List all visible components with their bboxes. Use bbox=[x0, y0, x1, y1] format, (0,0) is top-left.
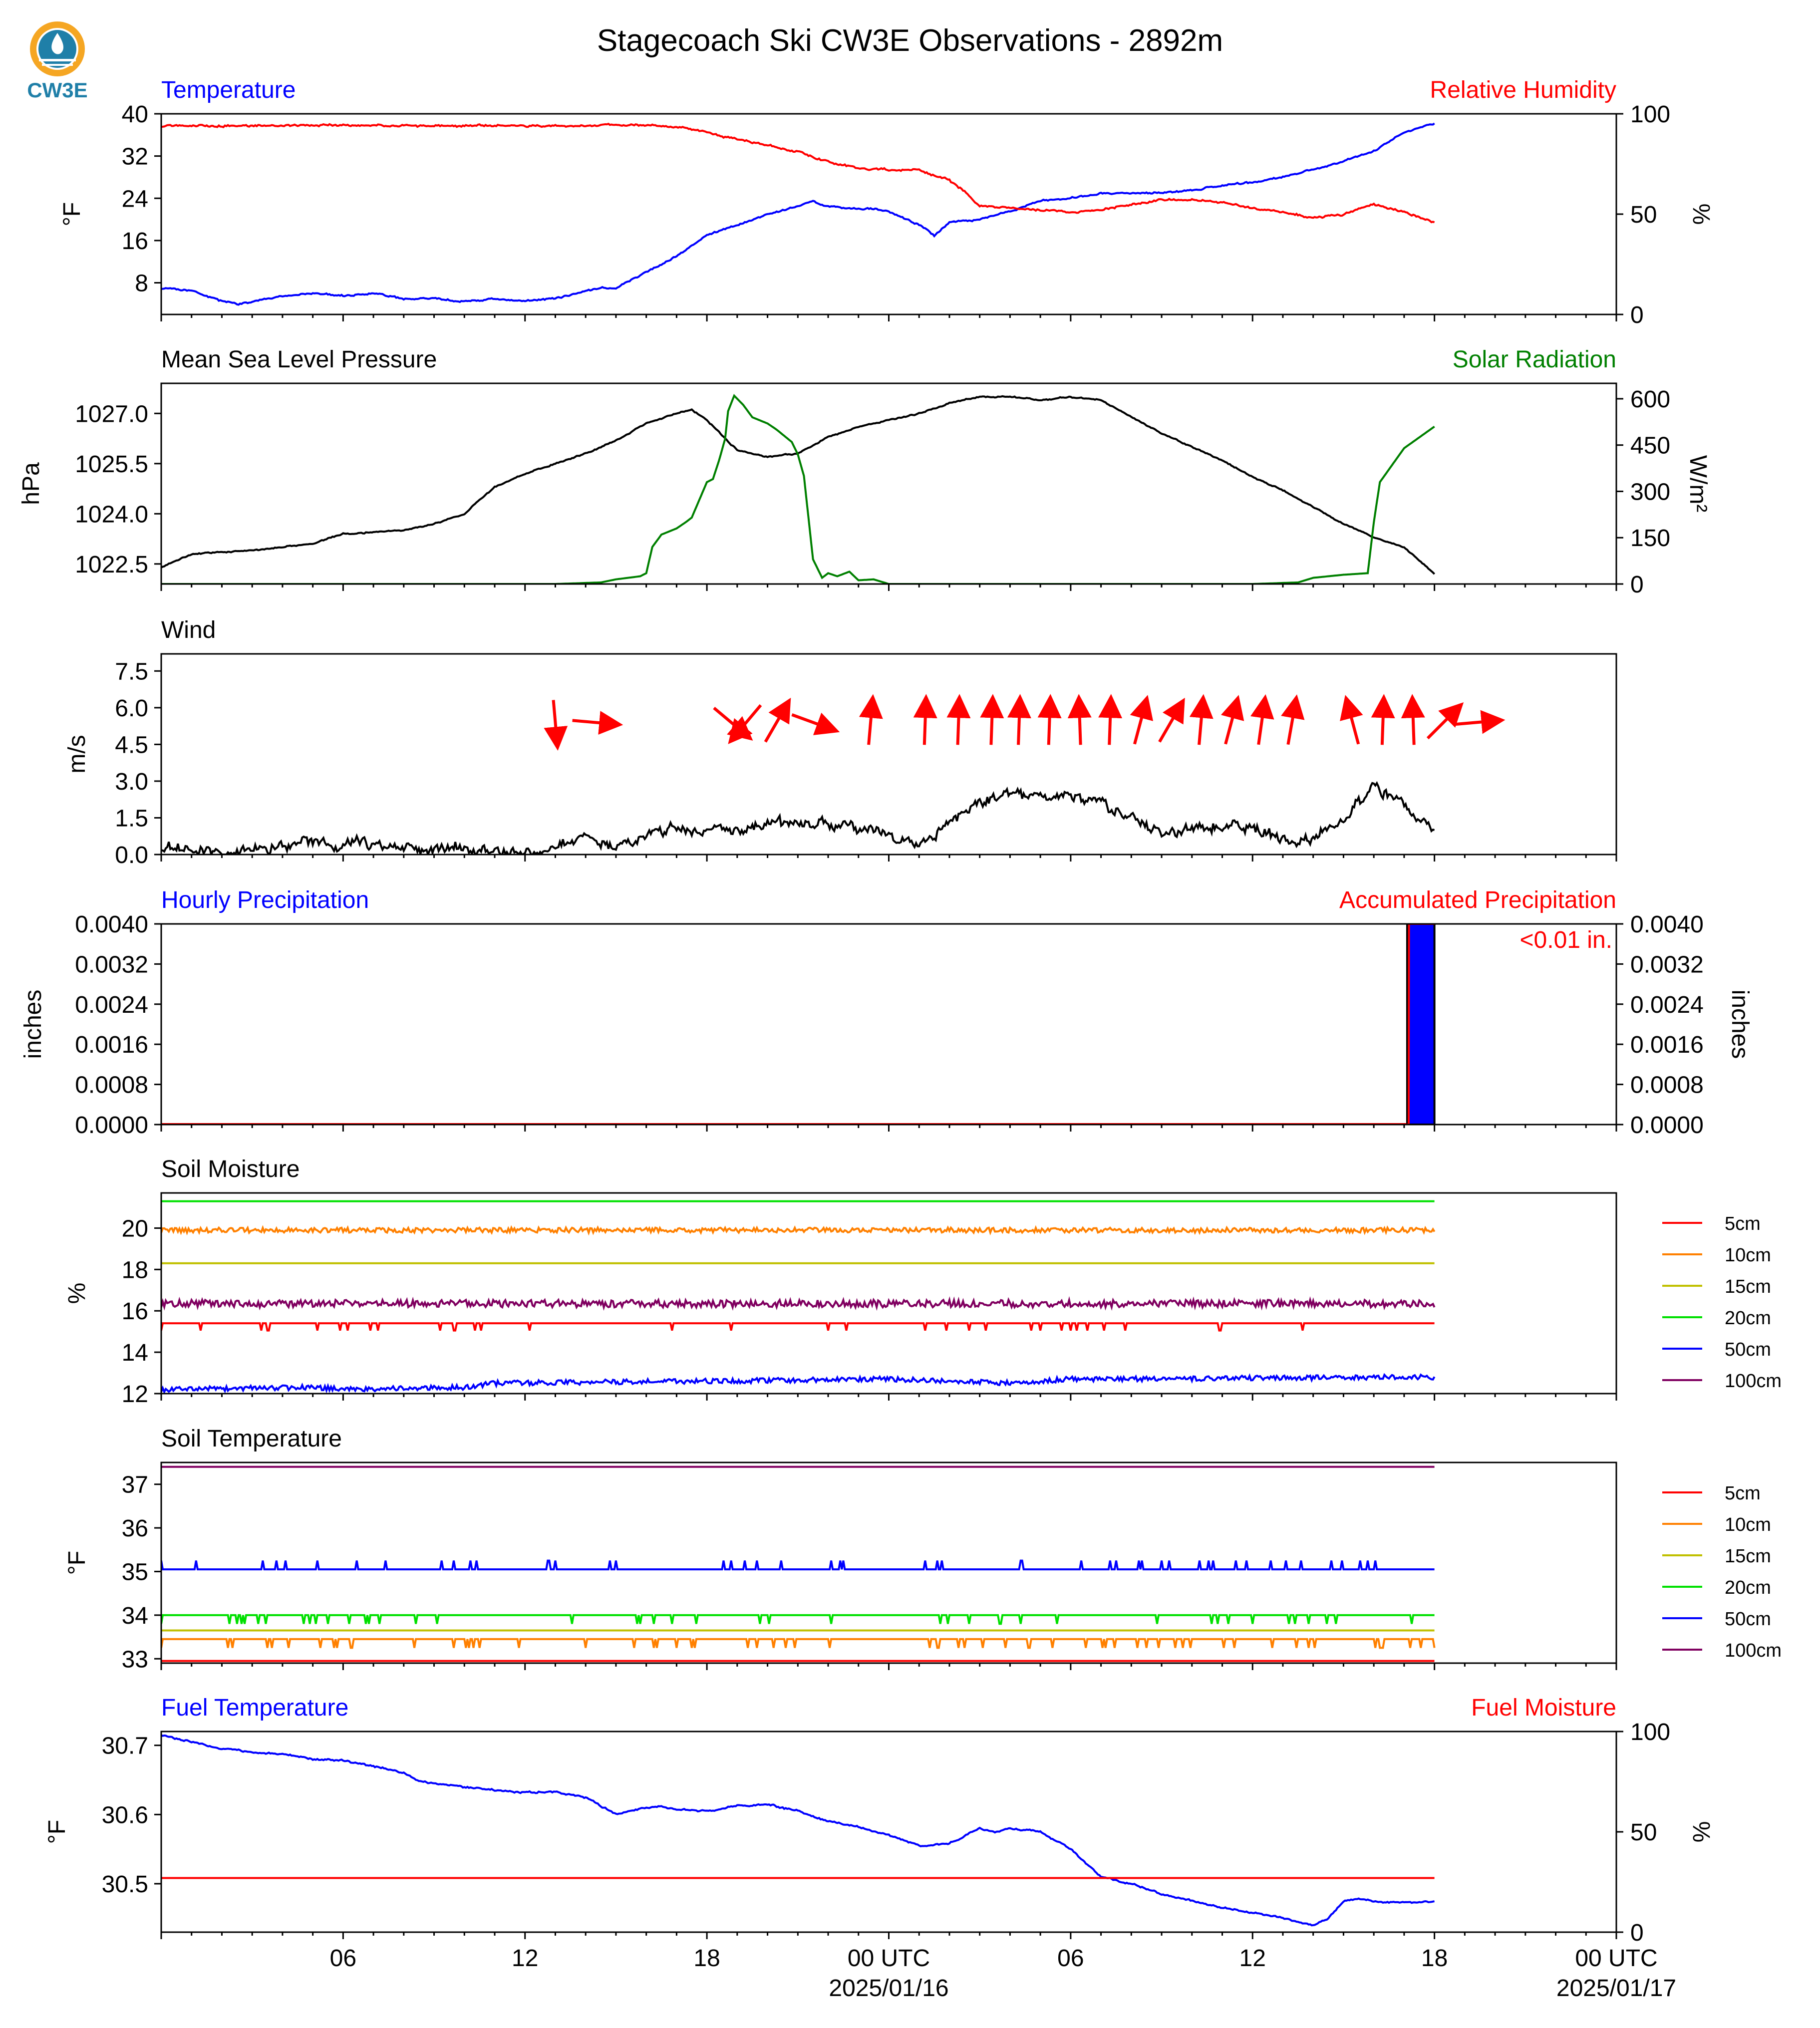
panel-title-left: Temperature bbox=[161, 77, 296, 103]
y2-tick-label: 300 bbox=[1630, 479, 1671, 506]
panel-pressure bbox=[18, 346, 1711, 598]
y-tick-label: 30.6 bbox=[101, 1802, 148, 1829]
logo-text: CW3E bbox=[27, 78, 88, 102]
y-tick-label: 0.0024 bbox=[75, 991, 148, 1018]
series-line-5cm bbox=[161, 1323, 1435, 1331]
wind-arrow bbox=[1079, 700, 1081, 745]
panel-title-left: Wind bbox=[161, 617, 216, 643]
y2-tick-label: 100 bbox=[1630, 1719, 1671, 1745]
x-tick-label: 12 bbox=[1239, 1945, 1266, 1972]
wind-arrow bbox=[1160, 703, 1182, 742]
x-tick-label: 06 bbox=[329, 1945, 357, 1972]
y2-tick-label: 600 bbox=[1630, 386, 1671, 413]
y2-tick-label: 0.0040 bbox=[1630, 911, 1704, 938]
y-tick-label: 1025.5 bbox=[75, 451, 148, 478]
y2-tick-label: 50 bbox=[1630, 202, 1657, 228]
y2-tick-label: 0.0008 bbox=[1630, 1072, 1704, 1099]
x-tick-label: 18 bbox=[693, 1945, 720, 1972]
y-tick-label: 1.5 bbox=[115, 805, 148, 832]
wind-arrow bbox=[1225, 701, 1237, 744]
series-line-50cm bbox=[161, 1561, 1435, 1570]
y-axis-label: inches bbox=[20, 989, 46, 1059]
y-axis-label: °F bbox=[64, 1550, 90, 1575]
y-tick-label: 1024.0 bbox=[75, 501, 148, 528]
y-tick-label: 7.5 bbox=[115, 658, 148, 685]
wind-arrow bbox=[869, 700, 873, 745]
x-tick-label: 18 bbox=[1421, 1945, 1448, 1972]
legend-label: 20cm bbox=[1725, 1577, 1771, 1598]
y2-tick-label: 0 bbox=[1630, 302, 1644, 328]
panel-title-right: Fuel Moisture bbox=[1471, 1695, 1616, 1721]
y-axis-label: hPa bbox=[18, 462, 44, 505]
axes-frame bbox=[161, 924, 1616, 1125]
panel-temp bbox=[59, 77, 1714, 328]
wind-arrow bbox=[1288, 700, 1296, 745]
wind-arrow bbox=[1109, 700, 1111, 745]
plot-area bbox=[161, 1467, 1435, 1661]
y-tick-label: 3.0 bbox=[115, 768, 148, 795]
wind-arrow bbox=[1382, 700, 1384, 745]
series-line-10cm bbox=[161, 1639, 1435, 1648]
wind-arrow bbox=[792, 715, 834, 730]
y-tick-label: 4.5 bbox=[115, 732, 148, 759]
y-axis-label: °F bbox=[59, 202, 85, 227]
y-tick-label: 6.0 bbox=[115, 695, 148, 722]
wind-arrow bbox=[1199, 700, 1203, 745]
y-tick-label: 14 bbox=[121, 1340, 148, 1367]
legend bbox=[1662, 1483, 1782, 1661]
axes-frame bbox=[161, 1193, 1616, 1394]
legend-label: 50cm bbox=[1725, 1609, 1771, 1630]
legend-label: 100cm bbox=[1725, 1640, 1782, 1661]
y-axis-label: °F bbox=[44, 1819, 70, 1844]
axes-frame bbox=[161, 1462, 1616, 1663]
y-tick-label: 1022.5 bbox=[75, 551, 148, 578]
y-tick-label: 20 bbox=[121, 1215, 148, 1242]
wind-arrow bbox=[1018, 700, 1020, 745]
legend-label: 5cm bbox=[1725, 1483, 1761, 1504]
axes-frame bbox=[161, 114, 1616, 314]
wind-arrow bbox=[1413, 700, 1414, 745]
panel-soil_moisture bbox=[64, 1156, 1782, 1408]
panel-title-left: Soil Temperature bbox=[161, 1426, 342, 1452]
y2-axis-label: % bbox=[1688, 203, 1714, 225]
y-tick-label: 16 bbox=[121, 228, 148, 255]
plot-area bbox=[161, 123, 1435, 304]
wind-arrow bbox=[573, 720, 617, 724]
axes-frame bbox=[161, 654, 1616, 855]
series-line-20cm bbox=[161, 1615, 1435, 1624]
y2-tick-label: 0.0032 bbox=[1630, 951, 1704, 978]
y-tick-label: 0.0016 bbox=[75, 1032, 148, 1059]
x-tick-label: 00 UTC bbox=[1575, 1945, 1658, 1972]
legend-label: 20cm bbox=[1725, 1308, 1771, 1329]
panel-title-left: Soil Moisture bbox=[161, 1156, 300, 1182]
plot-area bbox=[161, 783, 1435, 855]
plot-area bbox=[161, 1735, 1435, 1925]
y-tick-label: 37 bbox=[121, 1471, 148, 1498]
plot-area bbox=[161, 396, 1435, 584]
panel-title-right: Solar Radiation bbox=[1452, 346, 1616, 373]
y-tick-label: 34 bbox=[121, 1602, 148, 1629]
panel-soil_temp bbox=[64, 1426, 1782, 1673]
series-line-solar-radiation bbox=[161, 396, 1435, 584]
panel-precip bbox=[20, 887, 1753, 1139]
series-line-50cm bbox=[161, 1375, 1435, 1392]
y2-tick-label: 450 bbox=[1630, 432, 1671, 459]
precip-bar bbox=[1407, 924, 1435, 1125]
y2-axis-label: % bbox=[1688, 1821, 1714, 1843]
panel-title-left: Fuel Temperature bbox=[161, 1695, 349, 1721]
plot-area bbox=[161, 1201, 1435, 1392]
plot-area bbox=[161, 924, 1435, 1125]
panel-title-left: Mean Sea Level Pressure bbox=[161, 346, 437, 373]
wind-arrow bbox=[924, 700, 926, 745]
y-tick-label: 0.0032 bbox=[75, 951, 148, 978]
y-tick-label: 1027.0 bbox=[75, 401, 148, 428]
cw3e-logo bbox=[27, 21, 87, 102]
x-tick-label: 00 UTC bbox=[847, 1945, 930, 1972]
wind-arrow bbox=[1135, 701, 1146, 744]
panels bbox=[18, 77, 1782, 2002]
y2-tick-label: 100 bbox=[1630, 101, 1671, 128]
wind-arrow bbox=[1347, 701, 1358, 744]
wind-arrow bbox=[714, 708, 748, 737]
y-tick-label: 8 bbox=[135, 270, 148, 297]
legend-label: 10cm bbox=[1725, 1514, 1771, 1535]
wind-arrow bbox=[1049, 700, 1050, 745]
y2-tick-label: 50 bbox=[1630, 1819, 1657, 1846]
y2-tick-label: 0.0024 bbox=[1630, 991, 1704, 1018]
panel-title-left: Hourly Precipitation bbox=[161, 887, 369, 913]
y-tick-label: 30.5 bbox=[101, 1871, 148, 1898]
y-tick-label: 40 bbox=[121, 101, 148, 128]
panel-fuel bbox=[44, 1695, 1714, 2002]
legend-label: 10cm bbox=[1725, 1245, 1771, 1266]
wind-arrow bbox=[1258, 700, 1265, 745]
panel-wind bbox=[64, 617, 1616, 869]
panel-title-right: Accumulated Precipitation bbox=[1339, 887, 1616, 913]
wind-arrow bbox=[958, 700, 959, 745]
y-tick-label: 0.0 bbox=[115, 842, 148, 869]
y-tick-label: 24 bbox=[121, 186, 148, 213]
axes-frame bbox=[161, 383, 1616, 584]
legend-label: 15cm bbox=[1725, 1546, 1771, 1567]
precip-annotation: <0.01 in. bbox=[1519, 927, 1612, 953]
y-tick-label: 0.0008 bbox=[75, 1072, 148, 1099]
series-line-mean-sea-level-pressure bbox=[161, 396, 1435, 574]
series-line-fuel-temperature bbox=[161, 1735, 1435, 1925]
series-line-100cm bbox=[161, 1300, 1435, 1307]
y-tick-label: 32 bbox=[121, 143, 148, 170]
x-tick-label: 12 bbox=[512, 1945, 539, 1972]
x-date-label: 2025/01/16 bbox=[829, 1975, 949, 2002]
wind-arrow bbox=[554, 700, 558, 745]
legend-label: 5cm bbox=[1725, 1213, 1761, 1234]
series-line-accumulated-precipitation bbox=[161, 924, 1435, 1125]
y2-tick-label: 0.0016 bbox=[1630, 1032, 1704, 1059]
y-tick-label: 33 bbox=[121, 1646, 148, 1673]
legend-label: 15cm bbox=[1725, 1276, 1771, 1297]
series-line-wind-speed bbox=[161, 783, 1435, 855]
chart-title: Stagecoach Ski CW3E Observations - 2892m bbox=[597, 23, 1223, 58]
x-date-label: 2025/01/17 bbox=[1556, 1975, 1677, 2002]
y2-tick-label: 150 bbox=[1630, 525, 1671, 552]
y-axis-label: % bbox=[64, 1282, 90, 1304]
legend bbox=[1662, 1213, 1782, 1392]
y2-axis-label: W/m² bbox=[1685, 455, 1711, 513]
panel-title-right: Relative Humidity bbox=[1430, 77, 1616, 103]
y-tick-label: 0.0000 bbox=[75, 1112, 148, 1139]
y2-axis-label: inches bbox=[1727, 989, 1753, 1059]
y-tick-label: 0.0040 bbox=[75, 911, 148, 938]
y2-tick-label: 0.0000 bbox=[1630, 1112, 1704, 1139]
series-line-relative-humidity bbox=[161, 124, 1435, 222]
y-tick-label: 35 bbox=[121, 1559, 148, 1586]
y2-tick-label: 0 bbox=[1630, 572, 1644, 598]
y-tick-label: 12 bbox=[121, 1381, 148, 1408]
y-tick-label: 18 bbox=[121, 1257, 148, 1284]
legend-label: 100cm bbox=[1725, 1371, 1782, 1392]
legend-label: 50cm bbox=[1725, 1339, 1771, 1360]
y-tick-label: 30.7 bbox=[101, 1733, 148, 1759]
y-tick-label: 36 bbox=[121, 1515, 148, 1542]
wind-arrow bbox=[1455, 720, 1500, 724]
y-axis-label: m/s bbox=[64, 735, 90, 774]
wind-arrow bbox=[765, 703, 788, 742]
x-tick-label: 06 bbox=[1057, 1945, 1084, 1972]
series-line-10cm bbox=[161, 1228, 1435, 1233]
y-tick-label: 16 bbox=[121, 1298, 148, 1325]
y2-tick-label: 0 bbox=[1630, 1920, 1644, 1946]
wind-arrow bbox=[1428, 706, 1460, 738]
wind-arrow bbox=[991, 700, 992, 745]
